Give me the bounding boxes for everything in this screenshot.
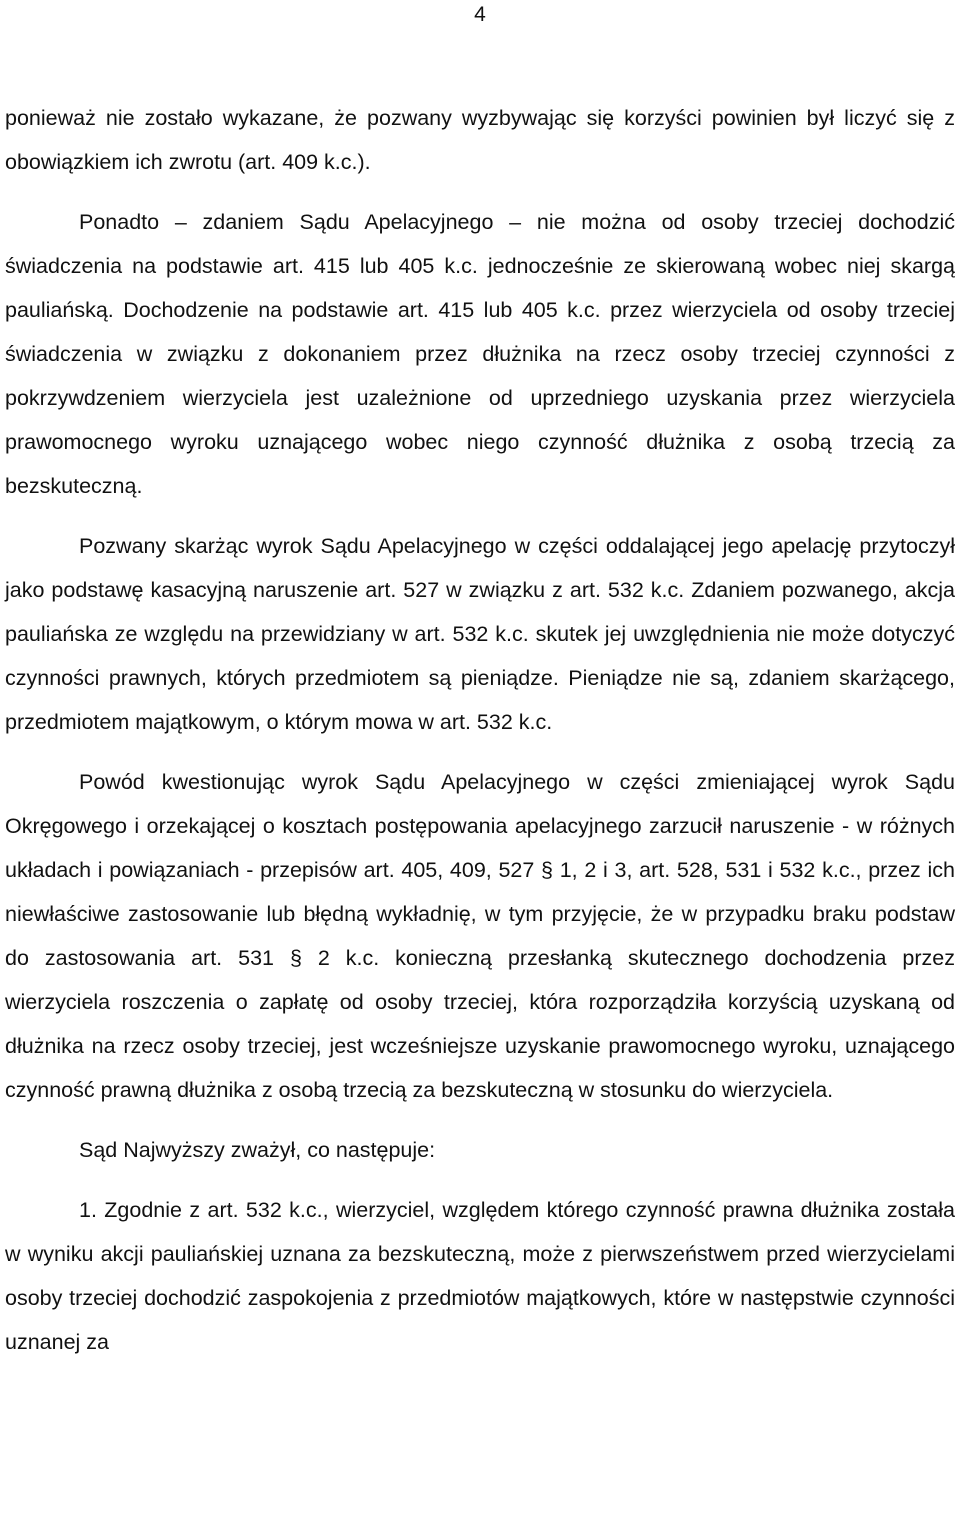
paragraph: Ponadto – zdaniem Sądu Apelacyjnego – nie można od osoby trzeciej dochodzić świadczenia na podstawie art. 415 lub 405 k.c. jednocześnie ze skierowaną wobec niej skargą pauliańską. Dochodzenie na podstawie art. 415 lub 405 k.c. przez wierzyciela od osoby trzeciej świadczenia w związku z dokonaniem przez dłużnika na rzecz osoby trzeciej czynności z pokrzywdzeniem wierzyciela jest uzależnione od uprzedniego uzyskania przez wierzyciela prawomocnego wyroku uznającego wobec niego czynność dłużnika z osobą trzecią za bezskuteczną.: [5, 210, 955, 498]
paragraph: Pozwany skarżąc wyrok Sądu Apelacyjnego w części oddalającej jego apelację przytoczył jako podstawę kasacyjną naruszenie art. 527 w związku z art. 532 k.c. Zdaniem pozwanego, akcja pauliańska ze względu na przewidziany w art. 532 k.c. skutek jej uwzględnienia nie może dotyczyć czynności prawnych, których przedmiotem są pieniądze. Pieniądze nie są, zdaniem skarżącego, przedmiotem majątkowym, o którym mowa w art. 532 k.c.: [5, 534, 955, 734]
document-body: [5, 96, 955, 1364]
section-heading: Sąd Najwyższy zważył, co następuje:: [79, 1138, 436, 1162]
paragraph-continuation: ponieważ nie zostało wykazane, że pozwany wyzbywając się korzyści powinien był liczyć się z obowiązkiem ich zwrotu (art. 409 k.c.).: [5, 106, 955, 174]
paragraph: 1. Zgodnie z art. 532 k.c., wierzyciel, względem którego czynność prawna dłużnika została w wyniku akcji pauliańskiej uznana za bezskuteczną, może z pierwszeństwem przed wierzycielami osoby trzeciej dochodzić zaspokojenia z przedmiotów majątkowych, które w następstwie czynności uznanej za: [5, 1198, 955, 1354]
paragraph: Powód kwestionując wyrok Sądu Apelacyjnego w części zmieniającej wyrok Sądu Okręgowego i orzekającej o kosztach postępowania apelacyjnego zarzucił naruszenie - w różnych układach i powiązaniach - przepisów art. 405, 409, 527 § 1, 2 i 3, art. 528, 531 i 532 k.c., przez ich niewłaściwe zastosowanie lub błędną wykładnię, w tym przyjęcie, że w przypadku braku podstaw do zastosowania art. 531 § 2 k.c. konieczną przesłanką skutecznego dochodzenia przez wierzyciela roszczenia o zapłatę od osoby trzeciej, która rozporządziła korzyścią uzyskaną od dłużnika na rzecz osoby trzeciej, jest wcześniejsze uzyskanie prawomocnego wyroku, uznającego czynność prawną dłużnika z osobą trzecią za bezskuteczną w stosunku do wierzyciela.: [5, 770, 955, 1102]
page-number: 4: [474, 3, 486, 26]
